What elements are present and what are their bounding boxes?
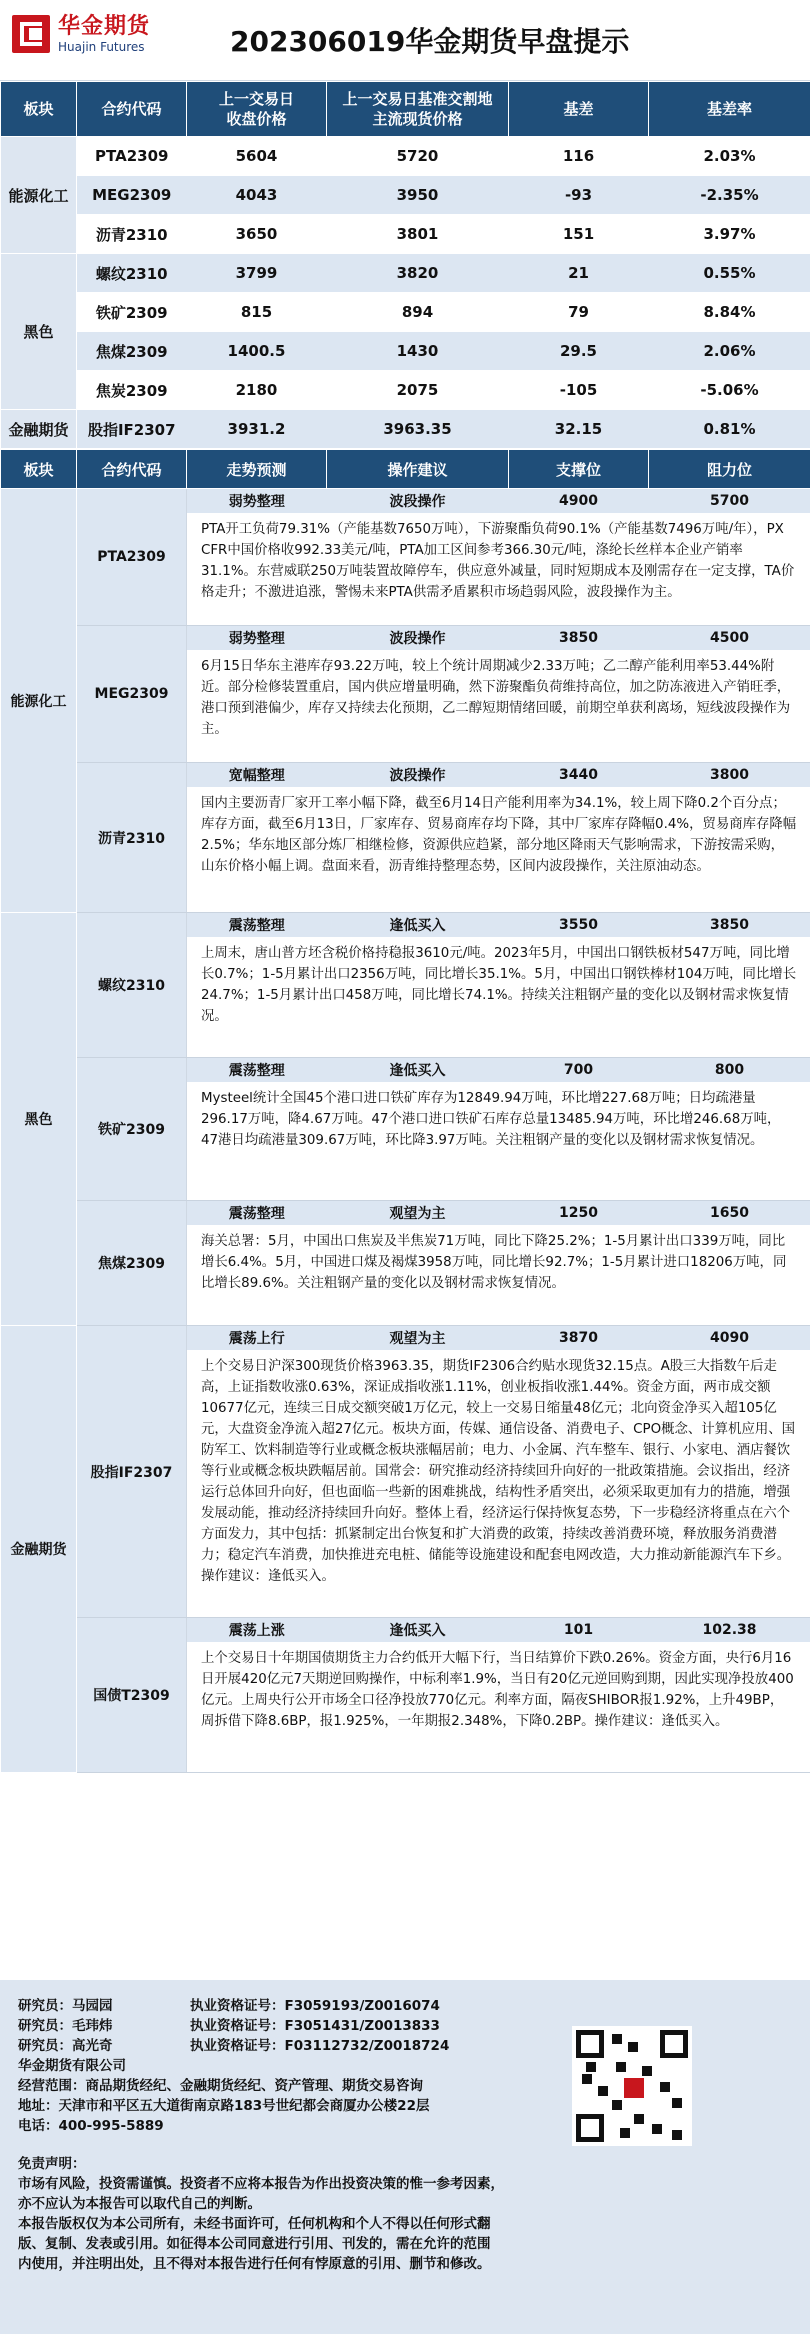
support-cell: 1250 (509, 1201, 649, 1226)
resist-cell: 800 (649, 1058, 810, 1083)
table-cell: 3650 (187, 215, 327, 254)
analysis-text: 上个交易日十年期国债期货主力合约低开大幅下行，当日结算价下跌0.26%。资金方面，央行6月16日开展420亿元7天期逆回购操作，中标利率1.9%，当日有20亿元逆回购到期，因此实现净投放400亿元。上周央行公开市场全口径净投放770亿元。利率方面，隔夜SHIBOR报1.92%，上升49BP，周拆借下降8.6BP，报1.925%，一年期报2.348%，下降0.2BP。操作建议：逢低买入。 (187, 1642, 810, 1773)
support-cell: 3870 (509, 1326, 649, 1351)
analysis-text: 上周末，唐山普方坯含税价格持稳报3610元/吨。2023年5月，中国出口钢铁板材547万吨，同比增长0.7%；1-5月累计出口2356万吨，同比增长35.1%。5月，中国出口钢铁棒材104万吨，同比增长24.7%；1-5月累计出口458万吨，同比增长74.1%。持续关注粗钢产量的变化以及钢材需求恢复情况。 (187, 937, 810, 1058)
company-name: 华金期货有限公司 (18, 2058, 126, 2074)
analysis-text: Mysteel统计全国45个港口进口铁矿库存为12849.94万吨，环比增227.68万吨；日均疏港量296.17万吨，降4.67万吨。47个港口进口铁矿石库存总量13485.94万吨，环比增246.68万吨，47港日均疏港量309.67万吨，环比降3.97万吨。关注粗钢产量的变化以及钢材需求恢复情况。 (187, 1082, 810, 1201)
table-cell: 815 (187, 293, 327, 332)
table-cell: 5604 (187, 137, 327, 176)
business-scope: 经营范围：商品期货经纪、金融期货经纪、资产管理、期货交易咨询 (18, 2078, 423, 2094)
table-row (1, 215, 810, 254)
resist-cell: 3850 (649, 913, 810, 938)
table-cell: 8.84% (649, 293, 810, 332)
table-cell: 2.03% (649, 137, 810, 176)
basis-table (0, 81, 810, 449)
table-cell: 32.15 (509, 410, 649, 449)
analyst-2: 研究员：毛玮炜 执业资格证号：F3051431/Z0013833 (18, 2018, 440, 2034)
analysis-text: 上个交易日沪深300现货价格3963.35，期货IF2306合约贴水现货32.15点。A股三大指数午后走高，上证指数收涨0.63%，深证成指收涨1.11%，创业板指收涨1.44%。资金方面，两市成交额10677亿元，连续三日成交额突破1万亿元，较上一交易日缩量48亿元；北向资金净买入超105亿元，大盘资金净流入超27亿元。板块方面，传媒、通信设备、消费电子、CPO概念、计算机应用、国防军工、饮料制造等行业或概念板块涨幅居前；电力、小金属、汽车整车、银行、小家电、酒店餐饮等行业或概念板块跌幅居前。国常会：研究推动经济持续回升向好的一批政策措施。会议指出，经济运行总体回升向好，但也面临一些新的困难挑战，结构性矛盾突出，必须采取更加有力的措施，增强发展动能，推动经济持续回升向好。整体上看，经济运行保持恢复态势，下一步稳经济将重点在六个方面发力，其中包括：抓紧制定出台恢复和扩大消费的政策，持续改善消费环境，释放服务消费潜力；稳定汽车消费，加快推进充电桩、储能等设施建设和配套电网改造，大力推动新能源汽车下乡。操作建议：逢低买入。 (187, 1350, 810, 1618)
table-cell: 0.81% (649, 410, 810, 449)
company-logo (12, 14, 150, 54)
support-cell: 3440 (509, 763, 649, 788)
table-cell: 894 (327, 293, 509, 332)
resist-cell: 5700 (649, 489, 810, 514)
advice-cell: 逢低买入 (327, 913, 509, 938)
table-cell: 3801 (327, 215, 509, 254)
table-cell: 2075 (327, 371, 509, 410)
trend-cell: 震荡整理 (187, 1201, 327, 1226)
table-cell: 5720 (327, 137, 509, 176)
sector-cell: 黑色 (1, 913, 77, 1326)
resist-cell: 1650 (649, 1201, 810, 1226)
table-cell: 3820 (327, 254, 509, 293)
contract-code: 焦煤2309 (77, 1201, 187, 1326)
table-cell: -2.35% (649, 176, 810, 215)
sector-cell: 能源化工 (1, 137, 77, 254)
analysis-text: PTA开工负荷79.31%（产能基数7650万吨），下游聚酯负荷90.1%（产能基数7496万吨/年），PX CFR中国价格收992.33美元/吨，PTA加工区间参考366.30元/吨，涤纶长丝样本企业产销率31.1%。东营威联250万吨装置故障停车，供应意外减量，同时短期成本及刚需存在一定支撑，TA价格走升；不激进追涨，警惕未来PTA供需矛盾累积市场趋弱风险，波段操作为主。 (187, 513, 810, 626)
table-cell: 2180 (187, 371, 327, 410)
table-cell: 3931.2 (187, 410, 327, 449)
table-cell: 沥青2310 (77, 215, 187, 254)
trend-head-row (1, 1618, 810, 1643)
sector-cell: 黑色 (1, 254, 77, 410)
table-cell: 3799 (187, 254, 327, 293)
table-cell: 151 (509, 215, 649, 254)
sector-cell: 金融期货 (1, 1326, 77, 1773)
table-cell: 3950 (327, 176, 509, 215)
resist-cell: 4090 (649, 1326, 810, 1351)
table-row (1, 293, 810, 332)
column-header: 板块 (1, 82, 77, 137)
resist-cell: 4500 (649, 626, 810, 651)
trend-cell: 震荡整理 (187, 913, 327, 938)
advice-cell: 波段操作 (327, 626, 509, 651)
disclaimer-line: 亦不应认为本报告可以取代自己的判断。 (18, 2196, 261, 2212)
disclaimer-line: 市场有风险，投资需谨慎。投资者不应将本报告为作出投资决策的惟一参考因素， (18, 2176, 504, 2192)
advice-cell: 观望为主 (327, 1326, 509, 1351)
support-cell: 101 (509, 1618, 649, 1643)
disclaimer-line: 内使用，并注明出处，且不得对本报告进行任何有悖原意的引用、删节和修改。 (18, 2256, 491, 2272)
resist-cell: 102.38 (649, 1618, 810, 1643)
table-cell: 0.55% (649, 254, 810, 293)
trend-cell: 宽幅整理 (187, 763, 327, 788)
basis-table-header (1, 82, 810, 137)
advice-cell: 波段操作 (327, 763, 509, 788)
table-cell: 79 (509, 293, 649, 332)
table-cell: 螺纹2310 (77, 254, 187, 293)
sector-cell: 能源化工 (1, 489, 77, 913)
page-header (0, 0, 810, 81)
company-address: 地址：天津市和平区五大道街南京路183号世纪都会商厦办公楼22层 (18, 2098, 430, 2114)
table-cell: 4043 (187, 176, 327, 215)
trend-head-row (1, 913, 810, 938)
table-cell: 29.5 (509, 332, 649, 371)
trend-head-row (1, 1201, 810, 1226)
table-cell: 21 (509, 254, 649, 293)
contract-code: 股指IF2307 (77, 1326, 187, 1618)
table-cell: 1430 (327, 332, 509, 371)
table-cell: PTA2309 (77, 137, 187, 176)
table-cell: MEG2309 (77, 176, 187, 215)
support-cell: 700 (509, 1058, 649, 1083)
contract-code: 铁矿2309 (77, 1058, 187, 1201)
column-header: 走势预测 (187, 450, 327, 489)
column-header: 合约代码 (77, 82, 187, 137)
logo-en-text: Huajin Futures (58, 40, 145, 54)
trend-head-row (1, 626, 810, 651)
trend-head-row (1, 763, 810, 788)
qr-code-icon (572, 2026, 692, 2146)
advice-cell: 波段操作 (327, 489, 509, 514)
column-header: 基差率 (649, 82, 810, 137)
column-header: 支撑位 (509, 450, 649, 489)
disclaimer-line: 版、复制、发表或引用。如征得本公司同意进行引用、刊发的，需在允许的范围 (18, 2236, 491, 2252)
table-cell: 3.97% (649, 215, 810, 254)
resist-cell: 3800 (649, 763, 810, 788)
support-cell: 4900 (509, 489, 649, 514)
column-header: 板块 (1, 450, 77, 489)
table-cell: -105 (509, 371, 649, 410)
column-header: 操作建议 (327, 450, 509, 489)
trend-cell: 弱势整理 (187, 626, 327, 651)
table-cell: 1400.5 (187, 332, 327, 371)
disclaimer-title: 免责声明： (18, 2156, 86, 2172)
logo-cn-text: 华金期货 (58, 14, 151, 39)
table-cell: 2.06% (649, 332, 810, 371)
column-header: 基差 (509, 82, 649, 137)
table-cell: 焦煤2309 (77, 332, 187, 371)
contract-code: MEG2309 (77, 626, 187, 763)
analysis-text: 国内主要沥青厂家开工率小幅下降，截至6月14日产能利用率为34.1%，较上周下降0.2个百分点；库存方面，截至6月13日，厂家库存、贸易商库存均下降，其中厂家库存降幅0.4%，贸易商库存降幅2.5%；华东地区部分炼厂相继检修，资源供应趋紧，部分地区降雨天气影响需求，下游按需采购，山东价格小幅上调。盘面来看，沥青维持整理态势，区间内波段操作，关注原油动态。 (187, 787, 810, 913)
column-header: 阻力位 (649, 450, 810, 489)
analysis-text: 6月15日华东主港库存93.22万吨，较上个统计周期减少2.33万吨；乙二醇产能利用率53.44%附近。部分检修装置重启，国内供应增量明确，然下游聚酯负荷维持高位，加之防冻液进入产销旺季，港口预到港偏少，库存又持续去化预期，乙二醇短期情绪回暖，前期空单获利离场，短线波段操作为主。 (187, 650, 810, 763)
disclaimer-line: 本报告版权仅为本公司所有，未经书面许可，任何机构和个人不得以任何形式翻 (18, 2216, 491, 2232)
analyst-3: 研究员：高光奇 执业资格证号：F03112732/Z0018724 (18, 2038, 450, 2054)
table-row (1, 176, 810, 215)
trend-cell: 震荡上行 (187, 1326, 327, 1351)
advice-cell: 逢低买入 (327, 1618, 509, 1643)
trend-cell: 弱势整理 (187, 489, 327, 514)
table-row (1, 332, 810, 371)
page-title: 202306019华金期货早盘提示 (230, 25, 630, 58)
table-row (1, 254, 810, 293)
support-cell: 3550 (509, 913, 649, 938)
trend-table-header (1, 450, 810, 489)
advice-cell: 逢低买入 (327, 1058, 509, 1083)
analysis-text: 海关总署：5月，中国出口焦炭及半焦炭71万吨，同比下降25.2%；1-5月累计出口339万吨，同比增长6.4%。5月，中国进口煤及褐煤3958万吨，同比增长92.7%；1-5月累计进口18206万吨，同比增长89.6%。关注粗钢产量的变化以及钢材需求恢复情况。 (187, 1225, 810, 1326)
table-cell: 铁矿2309 (77, 293, 187, 332)
trend-head-row (1, 1326, 810, 1351)
support-cell: 3850 (509, 626, 649, 651)
table-row (1, 410, 810, 449)
table-cell: 焦炭2309 (77, 371, 187, 410)
analyst-1: 研究员：马园园 执业资格证号：F3059193/Z0016074 (18, 1998, 440, 2014)
company-phone: 电话：400-995-5889 (18, 2118, 164, 2134)
trend-cell: 震荡上涨 (187, 1618, 327, 1643)
contract-code: 国债T2309 (77, 1618, 187, 1773)
column-header: 上一交易日基准交割地 主流现货价格 (327, 82, 509, 137)
contract-code: 螺纹2310 (77, 913, 187, 1058)
trend-head-row (1, 1058, 810, 1083)
column-header: 合约代码 (77, 450, 187, 489)
table-row (1, 137, 810, 176)
trend-cell: 震荡整理 (187, 1058, 327, 1083)
table-cell: 股指IF2307 (77, 410, 187, 449)
table-row (1, 371, 810, 410)
table-cell: -5.06% (649, 371, 810, 410)
table-cell: -93 (509, 176, 649, 215)
trend-table (0, 449, 810, 1773)
advice-cell: 观望为主 (327, 1201, 509, 1226)
table-cell: 116 (509, 137, 649, 176)
sector-cell: 金融期货 (1, 410, 77, 449)
trend-head-row (1, 489, 810, 514)
footer (0, 1980, 810, 2334)
contract-code: PTA2309 (77, 489, 187, 626)
table-cell: 3963.35 (327, 410, 509, 449)
column-header: 上一交易日 收盘价格 (187, 82, 327, 137)
logo-icon (12, 15, 50, 53)
contract-code: 沥青2310 (77, 763, 187, 913)
